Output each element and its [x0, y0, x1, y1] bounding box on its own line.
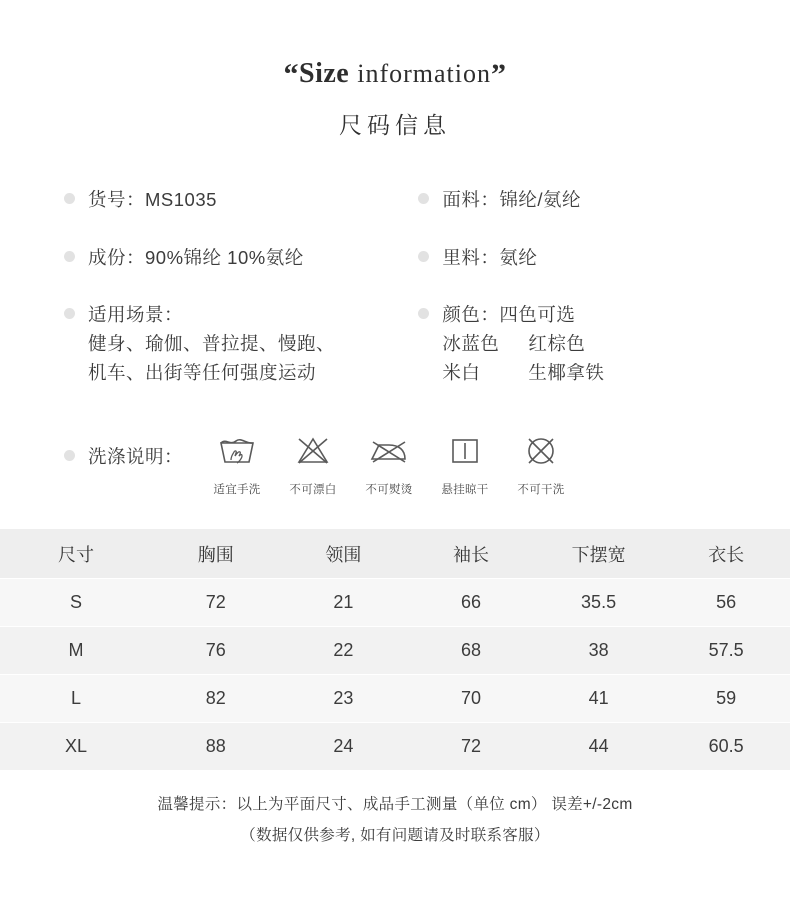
- cell-sleeve: 66: [407, 579, 535, 627]
- color-option-1: 冰蓝色: [442, 333, 500, 355]
- bullet-dot-icon: [418, 251, 429, 262]
- scene-label: 适用场景：: [88, 304, 184, 326]
- spec-list: [0, 186, 790, 387]
- page-title-cn: 尺码信息: [339, 112, 451, 138]
- hang-dry-icon: [427, 429, 503, 473]
- table-header-row: [0, 529, 790, 579]
- spec-item-article-no: [64, 186, 418, 215]
- cell-sleeve: 70: [407, 675, 535, 723]
- quote-open: “: [283, 58, 299, 91]
- color-line-1: [442, 330, 604, 359]
- cell-size: S: [0, 579, 152, 627]
- wash-care-caption: 悬挂晾干: [441, 484, 489, 497]
- size-table-head: [0, 529, 790, 579]
- cell-size: XL: [0, 723, 152, 771]
- wash-care-item: [351, 429, 427, 497]
- color-option-3: 米白: [442, 361, 481, 383]
- bullet-dot-icon: [64, 450, 75, 461]
- column-header: 下摆宽: [535, 529, 663, 579]
- column-header: 袖长: [407, 529, 535, 579]
- no-dryclean-icon: [503, 429, 579, 473]
- no-iron-icon: [351, 429, 427, 473]
- size-table-body: [0, 579, 790, 771]
- bullet-dot-icon: [64, 308, 75, 319]
- table-row: [0, 675, 790, 723]
- scene-line-1: 健身、瑜伽、普拉提、慢跑、: [88, 333, 336, 355]
- cell-hem: 38: [535, 627, 663, 675]
- wash-care-caption: 适宜手洗: [213, 484, 261, 497]
- wash-care-caption: 不可干洗: [517, 484, 565, 497]
- quote-close: ”: [491, 58, 507, 91]
- cell-length: 56: [662, 579, 790, 627]
- wash-care-icon-list: [199, 429, 579, 497]
- cell-hem: 41: [535, 675, 663, 723]
- wash-care-label: 洗涤说明：: [88, 446, 184, 468]
- spec-label: 货号：MS1035: [88, 189, 217, 210]
- cell-bust: 76: [152, 627, 280, 675]
- footnotes: [0, 789, 790, 851]
- hand-wash-icon: [199, 429, 275, 473]
- wash-care-caption: 不可熨烫: [365, 484, 413, 497]
- table-row: [0, 627, 790, 675]
- spec-row: [64, 186, 726, 215]
- cell-collar: 22: [280, 627, 408, 675]
- color-option-4: 生椰拿铁: [528, 361, 605, 383]
- column-header: 胸围: [152, 529, 280, 579]
- spec-item-scene: [64, 301, 418, 387]
- title-word-size: Size: [299, 58, 350, 89]
- cell-bust: 72: [152, 579, 280, 627]
- spec-label: 里料：氨纶: [442, 246, 538, 268]
- spec-label: 面料：锦纶/氨纶: [442, 189, 581, 210]
- wash-care-item: [199, 429, 275, 497]
- bullet-dot-icon: [418, 308, 429, 319]
- spec-item-fabric: [418, 186, 726, 215]
- footnote-reference: （数据仅供参考, 如有问题请及时联系客服）: [240, 827, 550, 845]
- wash-care-caption: 不可漂白: [289, 484, 337, 497]
- cell-bust: 82: [152, 675, 280, 723]
- scene-line-2: 机车、出街等任何强度运动: [88, 361, 317, 383]
- wash-care-label-group: [64, 429, 183, 472]
- cell-bust: 88: [152, 723, 280, 771]
- cell-sleeve: 68: [407, 627, 535, 675]
- size-table: [0, 529, 790, 771]
- spec-label: 成份：90%锦纶 10%氨纶: [88, 246, 304, 268]
- bullet-dot-icon: [64, 251, 75, 262]
- cell-collar: 21: [280, 579, 408, 627]
- size-table-wrapper: [0, 529, 790, 771]
- column-header: 尺寸: [0, 529, 152, 579]
- column-header: 领围: [280, 529, 408, 579]
- spec-item-color: [418, 301, 726, 387]
- wash-care-item: [275, 429, 351, 497]
- cell-collar: 23: [280, 675, 408, 723]
- spec-row: [64, 244, 726, 273]
- color-option-2: 红棕色: [528, 333, 586, 355]
- cell-length: 59: [662, 675, 790, 723]
- spec-item-composition: [64, 244, 418, 273]
- color-label: 颜色：四色可选: [442, 304, 576, 326]
- wash-care-item: [427, 429, 503, 497]
- cell-size: L: [0, 675, 152, 723]
- wash-care-section: [0, 429, 790, 497]
- bullet-dot-icon: [64, 193, 75, 204]
- spec-item-lining: [418, 244, 726, 273]
- footnote-measurement: 温馨提示：以上为平面尺寸、成品手工测量（单位 cm） 误差+/-2cm: [157, 796, 633, 814]
- cell-size: M: [0, 627, 152, 675]
- cell-length: 60.5: [662, 723, 790, 771]
- cell-hem: 35.5: [535, 579, 663, 627]
- wash-care-item: [503, 429, 579, 497]
- color-line-2: [442, 359, 604, 388]
- cell-hem: 44: [535, 723, 663, 771]
- cell-collar: 24: [280, 723, 408, 771]
- cell-length: 57.5: [662, 627, 790, 675]
- table-row: [0, 579, 790, 627]
- cell-sleeve: 72: [407, 723, 535, 771]
- table-row: [0, 723, 790, 771]
- bullet-dot-icon: [418, 193, 429, 204]
- spec-row: [64, 301, 726, 387]
- title-block: [0, 0, 790, 140]
- no-bleach-icon: [275, 429, 351, 473]
- column-header: 衣长: [662, 529, 790, 579]
- spec-scene-block: [88, 301, 335, 387]
- page-title-en: [0, 58, 790, 91]
- title-word-information: information: [357, 59, 491, 88]
- spec-color-block: [442, 301, 604, 387]
